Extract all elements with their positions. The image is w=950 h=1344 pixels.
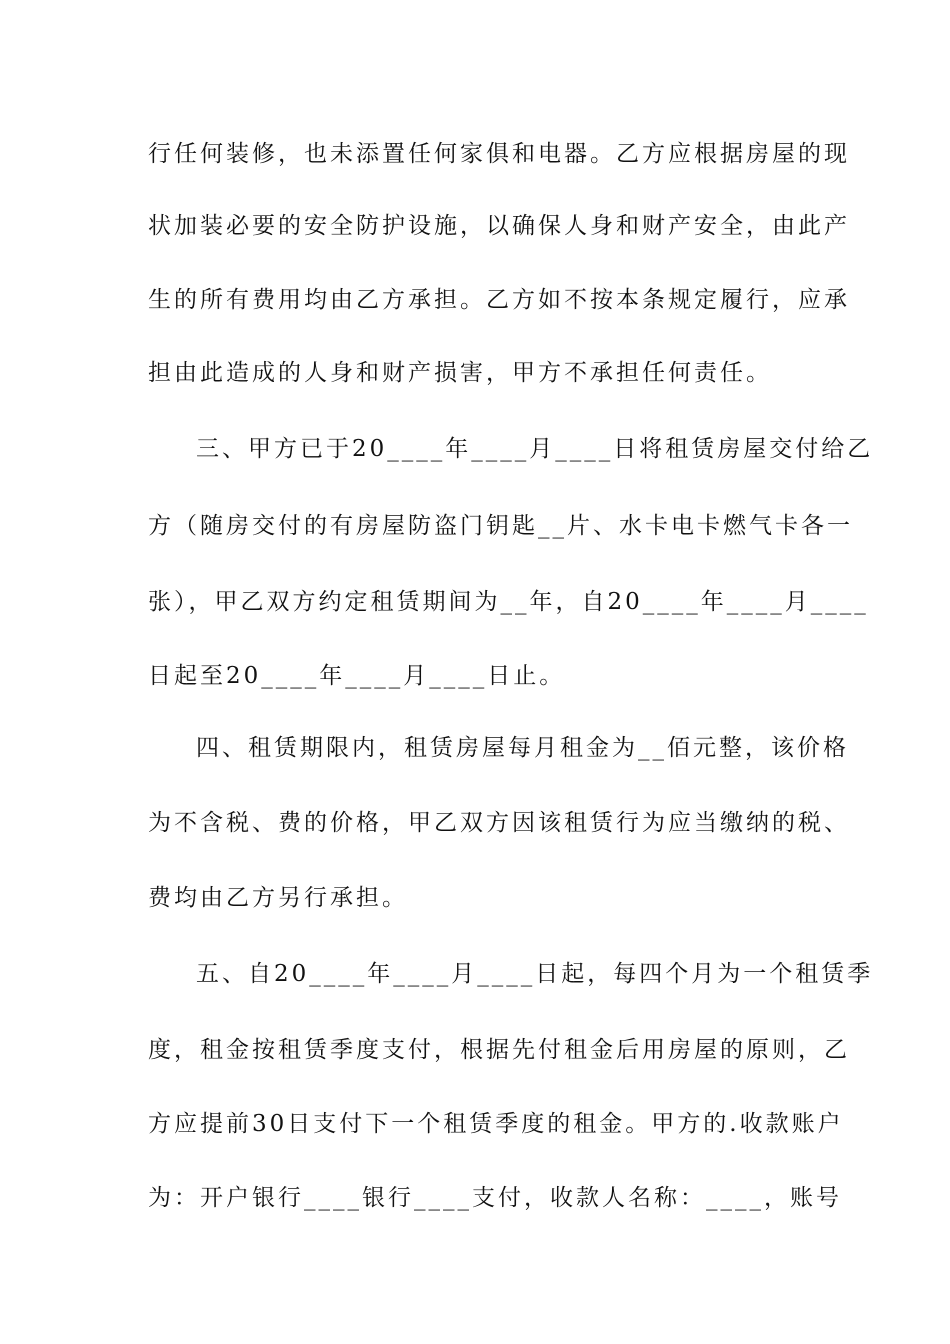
paragraph-line: 为：开户银行____银行____支付，收款人名称：____，账号: [148, 1185, 842, 1211]
paragraph-line: 生的所有费用均由乙方承担。乙方如不按本条规定履行，应承: [148, 287, 850, 313]
paragraph-line: 方应提前30日支付下一个租赁季度的租金。甲方的.收款账户: [148, 1111, 844, 1137]
paragraph-line: 四、租赁期限内，租赁房屋每月租金为__佰元整，该价格: [196, 735, 849, 761]
paragraph-line: 行任何装修，也未添置任何家俱和电器。乙方应根据房屋的现: [148, 141, 850, 167]
paragraph-line: 状加装必要的安全防护设施，以确保人身和财产安全，由此产: [148, 213, 850, 239]
paragraph-line: 方（随房交付的有房屋防盗门钥匙__片、水卡电卡燃气卡各一: [148, 513, 853, 539]
paragraph-line: 为不含税、费的价格，甲乙双方因该租赁行为应当缴纳的税、: [148, 810, 850, 836]
paragraph-line: 三、甲方已于20____年____月____日将租赁房屋交付给乙: [196, 436, 874, 462]
paragraph-line: 张），甲乙双方约定租赁期间为__年，自20____年____月____: [148, 589, 869, 615]
paragraph-line: 费均由乙方另行承担。: [148, 885, 408, 911]
paragraph-line: 度，租金按租赁季度支付，根据先付租金后用房屋的原则，乙: [148, 1037, 850, 1063]
paragraph-line: 担由此造成的人身和财产损害，甲方不承担任何责任。: [148, 360, 772, 386]
paragraph-line: 五、自20____年____月____日起，每四个月为一个租赁季: [196, 961, 874, 987]
paragraph-line: 日起至20____年____月____日止。: [148, 663, 566, 689]
